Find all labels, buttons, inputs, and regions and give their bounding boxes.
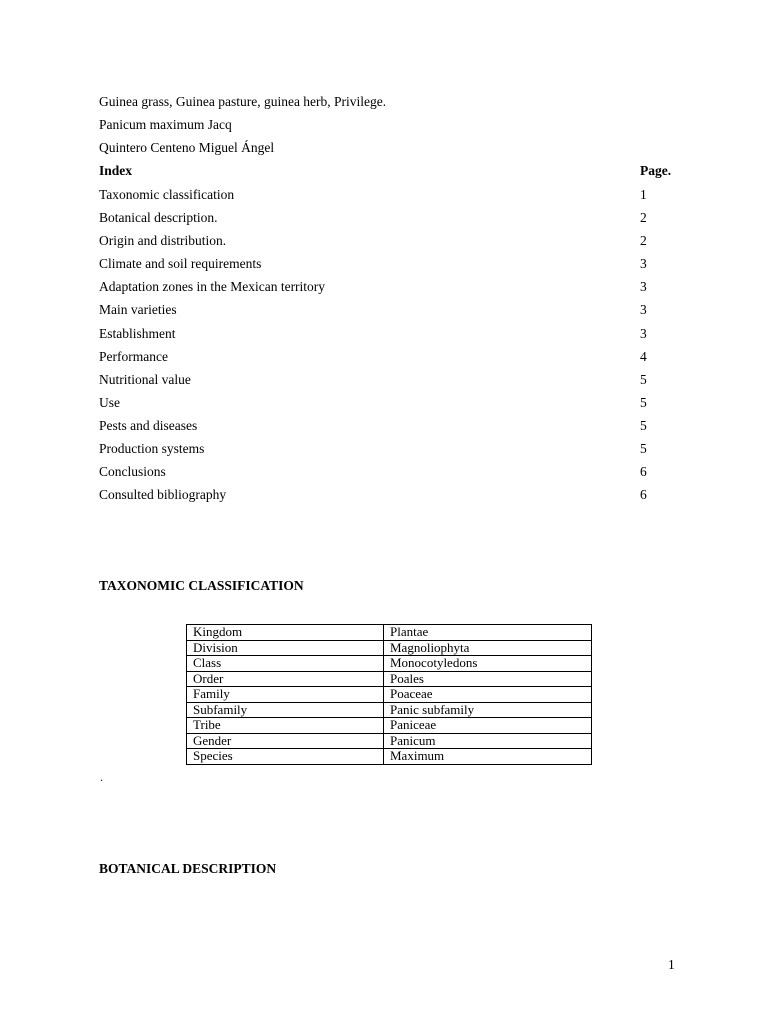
toc-entry-label: Conclusions xyxy=(99,464,166,480)
toc-entry-page: 6 xyxy=(640,464,647,480)
toc-entry xyxy=(99,233,674,256)
taxonomy-value: Panic subfamily xyxy=(384,702,592,718)
trailing-period: . xyxy=(100,770,103,784)
toc-entry-page: 2 xyxy=(640,210,647,226)
scientific-name: Panicum maximum Jacq xyxy=(99,117,232,132)
botanical-description-heading: BOTANICAL DESCRIPTION xyxy=(99,861,277,876)
taxonomy-value: Monocotyledons xyxy=(384,656,592,672)
index-page-label: Page. xyxy=(640,163,672,178)
toc-entry xyxy=(99,395,674,418)
toc-entry xyxy=(99,187,674,210)
toc-entry-page: 6 xyxy=(640,487,647,503)
table-of-contents xyxy=(99,187,674,510)
taxonomic-classification-heading: TAXONOMIC CLASSIFICATION xyxy=(99,578,304,593)
taxonomy-row xyxy=(187,702,592,718)
taxonomy-row xyxy=(187,656,592,672)
toc-entry-label: Nutritional value xyxy=(99,371,191,387)
taxonomy-row xyxy=(187,640,592,656)
taxonomy-value: Panicum xyxy=(384,733,592,749)
taxonomy-table xyxy=(186,624,592,765)
author-name: Quintero Centeno Miguel Ángel xyxy=(99,140,275,155)
toc-entry xyxy=(99,302,674,325)
toc-entry-label: Use xyxy=(99,394,120,410)
taxonomy-rank: Division xyxy=(187,640,384,656)
toc-entry-page: 1 xyxy=(640,187,647,202)
taxonomy-rank: Family xyxy=(187,687,384,703)
toc-entry xyxy=(99,464,674,487)
toc-entry-page: 5 xyxy=(640,441,647,457)
taxonomy-row xyxy=(187,749,592,765)
taxonomy-rank: Kingdom xyxy=(187,625,384,641)
toc-entry-label: Adaptation zones in the Mexican territory xyxy=(99,279,326,295)
toc-entry xyxy=(99,487,674,510)
taxonomy-row xyxy=(187,733,592,749)
taxonomy-rank: Subfamily xyxy=(187,702,384,718)
taxonomy-value: Poales xyxy=(384,671,592,687)
taxonomy-value: Maximum xyxy=(384,749,592,765)
toc-entry-label: Origin and distribution. xyxy=(99,233,227,249)
toc-entry-page: 3 xyxy=(640,279,647,295)
taxonomy-value: Poaceae xyxy=(384,687,592,703)
page-number: 1 xyxy=(668,957,675,972)
taxonomy-value: Paniceae xyxy=(384,718,592,734)
toc-entry xyxy=(99,418,674,441)
taxonomy-value: Magnoliophyta xyxy=(384,640,592,656)
toc-entry xyxy=(99,256,674,279)
toc-entry-label: Consulted bibliography xyxy=(99,487,227,503)
toc-entry-page: 5 xyxy=(640,371,647,387)
toc-entry-label: Establishment xyxy=(99,325,176,341)
toc-entry-page: 4 xyxy=(640,348,647,364)
common-names: Guinea grass, Guinea pasture, guinea herb, Privilege. xyxy=(99,94,387,109)
toc-entry xyxy=(99,441,674,464)
toc-entry-label: Botanical description. xyxy=(99,210,218,226)
toc-entry-label: Production systems xyxy=(99,441,205,457)
toc-entry-label: Pests and diseases xyxy=(99,417,198,433)
toc-entry-page: 3 xyxy=(640,302,647,318)
taxonomy-row xyxy=(187,625,592,641)
toc-entry xyxy=(99,349,674,372)
toc-entry-label: Main varieties xyxy=(99,302,177,318)
toc-entry-page: 5 xyxy=(640,394,647,410)
taxonomy-rank: Species xyxy=(187,749,384,765)
taxonomy-value: Plantae xyxy=(384,625,592,641)
toc-entry-label: Taxonomic classification xyxy=(99,187,235,202)
toc-entry-label: Performance xyxy=(99,348,168,364)
toc-entry-page: 3 xyxy=(640,325,647,341)
index-title: Index xyxy=(99,163,133,178)
taxonomy-row xyxy=(187,687,592,703)
toc-entry-page: 2 xyxy=(640,233,647,249)
taxonomy-row xyxy=(187,718,592,734)
toc-entry-label: Climate and soil requirements xyxy=(99,256,262,272)
toc-entry xyxy=(99,279,674,302)
taxonomy-rank: Class xyxy=(187,656,384,672)
taxonomy-rank: Tribe xyxy=(187,718,384,734)
toc-entry xyxy=(99,326,674,349)
taxonomy-rank: Gender xyxy=(187,733,384,749)
toc-entry xyxy=(99,210,674,233)
toc-entry xyxy=(99,372,674,395)
taxonomy-row xyxy=(187,671,592,687)
toc-entry-page: 3 xyxy=(640,256,647,272)
index-header xyxy=(99,163,674,179)
taxonomy-rank: Order xyxy=(187,671,384,687)
toc-entry-page: 5 xyxy=(640,417,647,433)
